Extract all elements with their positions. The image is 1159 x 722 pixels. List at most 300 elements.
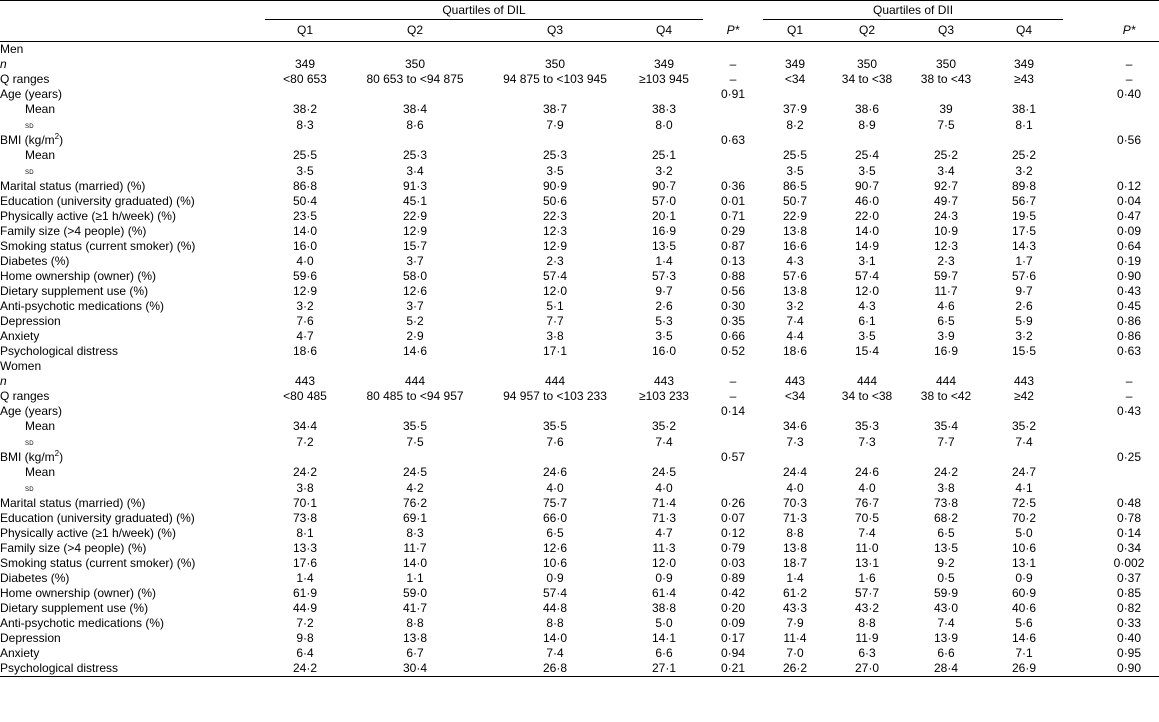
table-row (0, 329, 1159, 344)
cell-dil-q1: 24·2 (292, 465, 318, 479)
row-label-text: Mean (25, 102, 56, 116)
cell-dii-q4 (985, 404, 1063, 419)
cell-dil-q4: 13·5 (651, 239, 677, 253)
cell-dii-q1: 16·6 (782, 239, 808, 253)
row-label-text: Diabetes (%) (0, 254, 70, 268)
spacer-cell (1063, 601, 1099, 616)
col-header-dii-q1: Q1 (763, 20, 827, 42)
cell-dii-q2: 1·6 (858, 571, 876, 585)
cell-dil-q4: 5·3 (655, 314, 673, 328)
table-row (0, 450, 1159, 465)
row-label-text: Physically active (≥1 h/week) (%) (0, 526, 176, 540)
cell-dil-p: 0·57 (720, 450, 746, 464)
cell-dil-q2: 30·4 (345, 661, 485, 677)
cell-dil-q1: 38·2 (292, 102, 318, 116)
row-label-text: sd (25, 120, 34, 130)
cell-dii-q1: 86·5 (782, 179, 808, 193)
cell-dil-q2: 5·2 (406, 314, 424, 328)
cell-dii-q2: 14·0 (854, 224, 880, 238)
table-row (0, 389, 1159, 404)
cell-dil-q3: 17·1 (542, 344, 568, 358)
cell-dil-q3: 57·4 (542, 269, 568, 283)
spacer-cell (1063, 374, 1099, 389)
spacer-cell (1063, 511, 1099, 526)
table-row (0, 72, 1159, 87)
row-label (0, 434, 265, 450)
cell-dil-q3: 35·5 (542, 419, 568, 433)
cell-dii-q3: 4·6 (937, 299, 955, 313)
cell-dil-q4 (625, 450, 703, 465)
cell-dil-p: 0·42 (720, 586, 746, 600)
row-label-superscript: 2 (54, 132, 60, 141)
row-label (0, 631, 265, 646)
spacer-cell (1063, 586, 1099, 601)
group-header-row (0, 1, 1159, 20)
table-row (0, 465, 1159, 480)
cell-dii-q3: 73·8 (933, 496, 959, 510)
table-row (0, 374, 1159, 389)
cell-dii-q1: 18·7 (782, 556, 808, 570)
cell-dii-q4: 57·6 (1012, 269, 1037, 283)
cell-dil-p (703, 148, 763, 163)
cell-dii-q2 (827, 133, 907, 148)
cell-dil-q1: 34·4 (292, 419, 318, 433)
cell-dii-q1: 11·4 (783, 631, 807, 645)
cell-dil-q4: 61·4 (651, 586, 677, 600)
cell-dil-q1: 61·9 (292, 586, 318, 600)
cell-dil-q3: 25·3 (542, 148, 568, 162)
cell-dii-q4: 26·9 (985, 661, 1063, 677)
cell-dil-p: 0·63 (720, 133, 746, 147)
cell-dil-q2: 76·2 (402, 496, 428, 510)
cell-dii-q1: 7·3 (786, 434, 804, 449)
row-label-text: Age (years) (0, 87, 63, 101)
row-label (0, 117, 265, 133)
cell-dil-q1: 23·5 (292, 209, 318, 223)
cell-dii-q2: 14·9 (854, 239, 880, 253)
cell-dii-q3: 9·2 (937, 556, 955, 570)
row-label (0, 450, 265, 465)
cell-dii-q4: 17·5 (1012, 224, 1037, 238)
cell-dii-q3: 11·7 (934, 284, 958, 298)
cell-dil-q1: 73·8 (292, 511, 318, 525)
row-label-text: Dietary supplement use (%) (0, 284, 149, 298)
cell-dii-q3: 6·5 (937, 526, 955, 540)
cell-dii-q3 (907, 450, 985, 465)
cell-dii-q1: 4·4 (786, 329, 804, 343)
row-label-text: Mean (25, 148, 56, 162)
cell-dii-p (1099, 117, 1159, 133)
row-label-text: Marital status (married) (%) (0, 496, 146, 510)
cell-dil-q1: 4·0 (296, 254, 314, 268)
cell-dil-q3: 7·9 (546, 117, 564, 132)
row-label-text: Physically active (≥1 h/week) (%) (0, 209, 176, 223)
cell-dil-q3: 444 (544, 374, 566, 388)
row-label (0, 102, 265, 117)
cell-dii-q2: 57·4 (854, 269, 880, 283)
cell-dil-q3: 12·0 (542, 284, 568, 298)
col-header-dil-q3: Q3 (485, 20, 625, 42)
cell-dil-p: 0·79 (720, 541, 746, 555)
cell-dii-q3: 39 (939, 102, 953, 116)
cell-dii-p: 0·19 (1117, 254, 1142, 268)
cell-dil-q1: 8·1 (296, 526, 314, 540)
cell-dil-p: 0·03 (720, 556, 746, 570)
cell-dil-q1: <80 653 (283, 72, 327, 86)
cell-dii-p: 0·14 (1117, 526, 1142, 540)
row-label (0, 133, 265, 148)
cell-dii-q3: 2·3 (937, 254, 955, 268)
spacer-cell (1063, 194, 1099, 209)
cell-dii-q3: 24·3 (933, 209, 959, 223)
cell-dil-q2: 91·3 (402, 179, 428, 193)
cell-dil-q2: 11·7 (403, 541, 427, 555)
cell-dil-q1: 443 (294, 374, 316, 388)
cell-dii-q3: 0·5 (937, 571, 955, 585)
cell-dii-q2: 3·5 (858, 329, 876, 343)
cell-dil-p (703, 117, 763, 133)
cell-dil-p (703, 419, 763, 434)
cell-dil-p: 0·07 (720, 511, 746, 525)
cell-dil-q1: 7·2 (296, 434, 314, 449)
cell-dil-q1: 7·6 (296, 314, 314, 328)
row-label-text: Psychological distress (0, 344, 119, 358)
cell-dil-q3: 12·3 (542, 224, 568, 238)
table-row (0, 133, 1159, 148)
cell-dil-q4: 38·8 (651, 601, 677, 615)
cell-dii-q1: 7·0 (786, 646, 804, 660)
cell-dii-q4: 443 (1014, 374, 1035, 388)
table-row (0, 194, 1159, 209)
cell-dii-q3: 350 (935, 57, 957, 71)
spacer-cell (1063, 480, 1099, 496)
row-label (0, 87, 265, 102)
cell-dii-p (1099, 419, 1159, 434)
cell-dil-q2: 38·4 (402, 102, 428, 116)
cell-dil-q1: 44·9 (292, 601, 318, 615)
cell-dil-q1: 8·3 (296, 117, 314, 132)
cell-dii-q4: 4·1 (1015, 480, 1033, 495)
cell-dii-q1: 13·8 (782, 541, 808, 555)
table-row (0, 179, 1159, 194)
cell-dil-q2: 3·7 (406, 254, 424, 268)
cell-dil-p (703, 434, 763, 450)
cell-dii-p: 0·48 (1117, 496, 1142, 510)
cell-dil-q3: 4·0 (546, 480, 564, 495)
row-label-text: sd (25, 483, 34, 493)
cell-dii-q3 (907, 133, 985, 148)
cell-dii-q4: 60·9 (1012, 586, 1037, 600)
cell-dil-q2 (345, 404, 485, 419)
cell-dil-q4: 90·7 (651, 179, 677, 193)
cell-dii-q2: 13·1 (854, 556, 880, 570)
cell-dii-q1: 24·4 (782, 465, 808, 479)
cell-dii-p (1099, 102, 1159, 117)
row-label-superscript: 2 (54, 449, 60, 458)
cell-dii-q2: 3·5 (858, 163, 876, 178)
row-label-text: Depression (0, 314, 61, 328)
col-header-dii-p: P* (1099, 20, 1159, 42)
table-row (0, 102, 1159, 117)
cell-dii-p: 0·002 (1113, 556, 1145, 570)
row-label (0, 209, 265, 224)
cell-dil-p: 0·35 (720, 314, 746, 328)
cell-dil-q2: 4·2 (406, 480, 424, 495)
cell-dil-p (703, 102, 763, 117)
cell-dil-q3 (485, 450, 625, 465)
spacer-cell (1063, 496, 1099, 511)
cell-dil-p: – (729, 389, 737, 403)
cell-dil-q2 (345, 450, 485, 465)
row-label-text: Education (university graduated) (%) (0, 194, 195, 208)
cell-dii-q2: 8·8 (858, 616, 876, 630)
spacer-cell (1063, 541, 1099, 556)
cell-dii-q4: 14·3 (1012, 239, 1037, 253)
cell-dil-q3: 26·8 (485, 661, 625, 677)
cell-dii-q2: 57·7 (854, 586, 880, 600)
cell-dil-q4: ≥103 233 (639, 389, 689, 403)
table-row (0, 284, 1159, 299)
spacer-cell (1063, 163, 1099, 179)
cell-dii-q1: 70·3 (782, 496, 808, 510)
cell-dii-q1: 8·2 (786, 117, 804, 132)
row-label-text: Home ownership (owner) (%) (0, 586, 157, 600)
cell-dii-q1 (763, 450, 827, 465)
row-label (0, 616, 265, 631)
spacer-cell (1063, 133, 1099, 148)
spacer-cell (1063, 57, 1099, 72)
row-label-suffix: ) (59, 133, 64, 147)
cell-dii-q3: 28·4 (907, 661, 985, 677)
cell-dil-p: 0·91 (720, 87, 746, 101)
row-label (0, 163, 265, 179)
cell-dii-q4: 13·1 (1012, 556, 1037, 570)
cell-dil-q4: 3·5 (655, 329, 673, 343)
cell-dil-q3: 22·3 (542, 209, 568, 223)
cell-dil-q2: 7·5 (406, 434, 424, 449)
cell-dii-q2: 8·9 (858, 117, 876, 132)
row-label-text: Psychological distress (0, 661, 119, 675)
cell-dil-q2: 14·0 (402, 556, 428, 570)
table-row (0, 511, 1159, 526)
cell-dii-q2: 12·0 (854, 284, 880, 298)
cell-dil-q3: 350 (544, 57, 566, 71)
cell-dil-q4: 25·1 (651, 148, 677, 162)
cell-dil-q2: 35·5 (402, 419, 428, 433)
cell-dil-q3: 12·9 (542, 239, 568, 253)
row-label-text: Anti-psychotic medications (%) (0, 299, 165, 313)
cell-dil-q3 (485, 87, 625, 102)
cell-dii-q2: 4·3 (858, 299, 876, 313)
row-label (0, 526, 265, 541)
cell-dii-q4: 2·6 (1015, 299, 1033, 313)
cell-dil-q1 (265, 133, 345, 148)
cell-dii-q2: 34 to <38 (841, 72, 893, 86)
cell-dii-q4: 19·5 (1012, 209, 1037, 223)
cell-dii-q1: 25·5 (782, 148, 808, 162)
cell-dii-p: 0·56 (1117, 133, 1142, 147)
row-label (0, 480, 265, 496)
cell-dii-q1: 34·6 (782, 419, 808, 433)
cell-dil-p: 0·89 (720, 571, 746, 585)
cell-dil-p: 0·14 (720, 404, 746, 418)
spacer-cell (1063, 329, 1099, 344)
cell-dii-q3: 38 to <42 (920, 389, 972, 403)
cell-dii-q4: 8·1 (1015, 117, 1033, 132)
row-label (0, 224, 265, 239)
cell-dii-q3: 3·8 (937, 480, 955, 495)
cell-dil-q1: 50·4 (292, 194, 318, 208)
cell-dil-q4: 1·4 (655, 254, 673, 268)
row-label (0, 299, 265, 314)
cell-dil-q1: 1·4 (296, 571, 314, 585)
cell-dil-p: 0·17 (720, 631, 746, 645)
cell-dii-q4: 3·2 (1015, 329, 1033, 343)
cell-dil-q4 (625, 87, 703, 102)
cell-dil-q2: 41·7 (402, 601, 428, 615)
cell-dil-q1: 3·8 (296, 480, 314, 495)
row-label (0, 329, 265, 344)
cell-dii-q4 (985, 133, 1063, 148)
cell-dil-q4: 8·0 (655, 117, 673, 132)
row-label (0, 389, 265, 404)
cell-dii-q1: 26·2 (763, 661, 827, 677)
row-label-text: BMI (kg/m (0, 450, 55, 464)
cell-dil-q4: ≥103 945 (639, 72, 689, 86)
cell-dii-q3: 7·4 (937, 616, 955, 630)
row-label (0, 374, 265, 389)
cell-dii-q4: 14·6 (1012, 631, 1037, 645)
cell-dii-q3: 38 to <43 (920, 72, 972, 86)
cell-dii-q4: ≥43 (1014, 72, 1034, 86)
cell-dii-p: – (1125, 374, 1133, 388)
row-label-text: Family size (>4 people) (%) (0, 541, 147, 555)
cell-dii-p: 0·37 (1117, 571, 1142, 585)
table-row (0, 631, 1159, 646)
cell-dil-q3: 24·6 (542, 465, 568, 479)
table-row (0, 163, 1159, 179)
cell-dil-q1: 59·6 (292, 269, 318, 283)
table-row (0, 646, 1159, 661)
cell-dil-q3: 8·8 (546, 616, 564, 630)
row-label-suffix: ) (59, 450, 64, 464)
cell-dii-q3: 24·2 (933, 465, 959, 479)
col-header-dil-p: P* (703, 20, 763, 42)
cell-dii-p (1099, 148, 1159, 163)
table-row (0, 661, 1159, 677)
spacer-cell (1063, 117, 1099, 133)
cell-dil-q1: 6·4 (296, 646, 314, 660)
cell-dil-p: 0·94 (720, 646, 746, 660)
cell-dii-q4: 72·5 (1012, 496, 1037, 510)
cell-dii-p (1099, 434, 1159, 450)
cell-dil-q2: 59·0 (402, 586, 428, 600)
cell-dii-q1: 71·3 (782, 511, 808, 525)
row-label (0, 194, 265, 209)
cell-dii-q4: 56·7 (1012, 194, 1037, 208)
cell-dil-q1: 13·3 (292, 541, 318, 555)
cell-dil-p: 0·56 (720, 284, 746, 298)
cell-dii-q1: <34 (784, 72, 806, 86)
spacer-cell (1063, 299, 1099, 314)
cell-dil-p: 0·71 (720, 209, 746, 223)
section-header-row (0, 359, 1159, 374)
spacer-cell (1063, 209, 1099, 224)
table-row (0, 434, 1159, 450)
cell-dil-q2: 24·5 (402, 465, 428, 479)
cell-dil-q1 (265, 404, 345, 419)
row-label (0, 57, 265, 72)
col-header-dil-q4: Q4 (625, 20, 703, 42)
cell-dii-q1: 443 (784, 374, 806, 388)
cell-dil-p: 0·21 (703, 661, 763, 677)
cell-dii-q4: 10·6 (1012, 541, 1037, 555)
cell-dii-p: 0·86 (1117, 314, 1142, 328)
cell-dil-q4: 27·1 (625, 661, 703, 677)
row-label (0, 148, 265, 163)
table-row (0, 601, 1159, 616)
cell-dii-p: 0·78 (1117, 511, 1142, 525)
cell-dil-q4: 443 (653, 374, 675, 388)
cell-dii-q1 (763, 404, 827, 419)
cell-dii-q1: 37·9 (782, 102, 808, 116)
cell-dii-q2: 43·2 (854, 601, 880, 615)
cell-dii-q2: 444 (856, 374, 878, 388)
cell-dil-q4: 16·9 (651, 224, 677, 238)
cell-dil-q1: 70·1 (292, 496, 318, 510)
cell-dil-q1 (265, 450, 345, 465)
cell-dil-q4: 24·5 (651, 465, 677, 479)
cell-dii-q2: 35·3 (854, 419, 880, 433)
cell-dil-p: 0·12 (720, 526, 746, 540)
cell-dil-q4: 20·1 (651, 209, 677, 223)
row-label-text: Smoking status (current smoker) (%) (0, 239, 196, 253)
cell-dii-q3: 7·7 (937, 434, 955, 449)
cell-dii-p (1099, 163, 1159, 179)
cell-dii-q3: 59·9 (933, 586, 959, 600)
column-header-row (0, 20, 1159, 42)
cell-dil-q3: 2·3 (546, 254, 564, 268)
row-label-text: Mean (25, 465, 56, 479)
group-header-dii: Quartiles of DII (763, 1, 1063, 20)
section-title: Men (0, 42, 24, 56)
spacer-cell (1063, 404, 1099, 419)
cell-dii-p: 0·64 (1117, 239, 1142, 253)
row-label-text: Marital status (married) (%) (0, 179, 146, 193)
spacer-cell (1063, 102, 1099, 117)
cell-dil-p (703, 465, 763, 480)
row-label (0, 419, 265, 434)
cell-dii-p: 0·63 (1117, 344, 1142, 358)
cell-dii-p: 0·12 (1117, 179, 1142, 193)
cell-dil-q3: 7·6 (546, 434, 564, 449)
cell-dii-p: 0·45 (1117, 299, 1142, 313)
cell-dii-q2: 24·6 (854, 465, 880, 479)
cell-dil-p (703, 480, 763, 496)
cell-dii-q2: 38·6 (854, 102, 880, 116)
cell-dii-q4: ≥42 (1014, 389, 1034, 403)
spacer-cell (1063, 571, 1099, 586)
cell-dii-q1: 57·6 (782, 269, 808, 283)
cell-dii-q2 (827, 87, 907, 102)
cell-dii-q1: 7·4 (786, 314, 804, 328)
row-label (0, 661, 265, 677)
spacer-cell (1063, 314, 1099, 329)
cell-dil-q2: 69·1 (402, 511, 428, 525)
cell-dil-p: 0·52 (720, 344, 746, 358)
table-row (0, 571, 1159, 586)
cell-dil-p: – (729, 72, 737, 86)
